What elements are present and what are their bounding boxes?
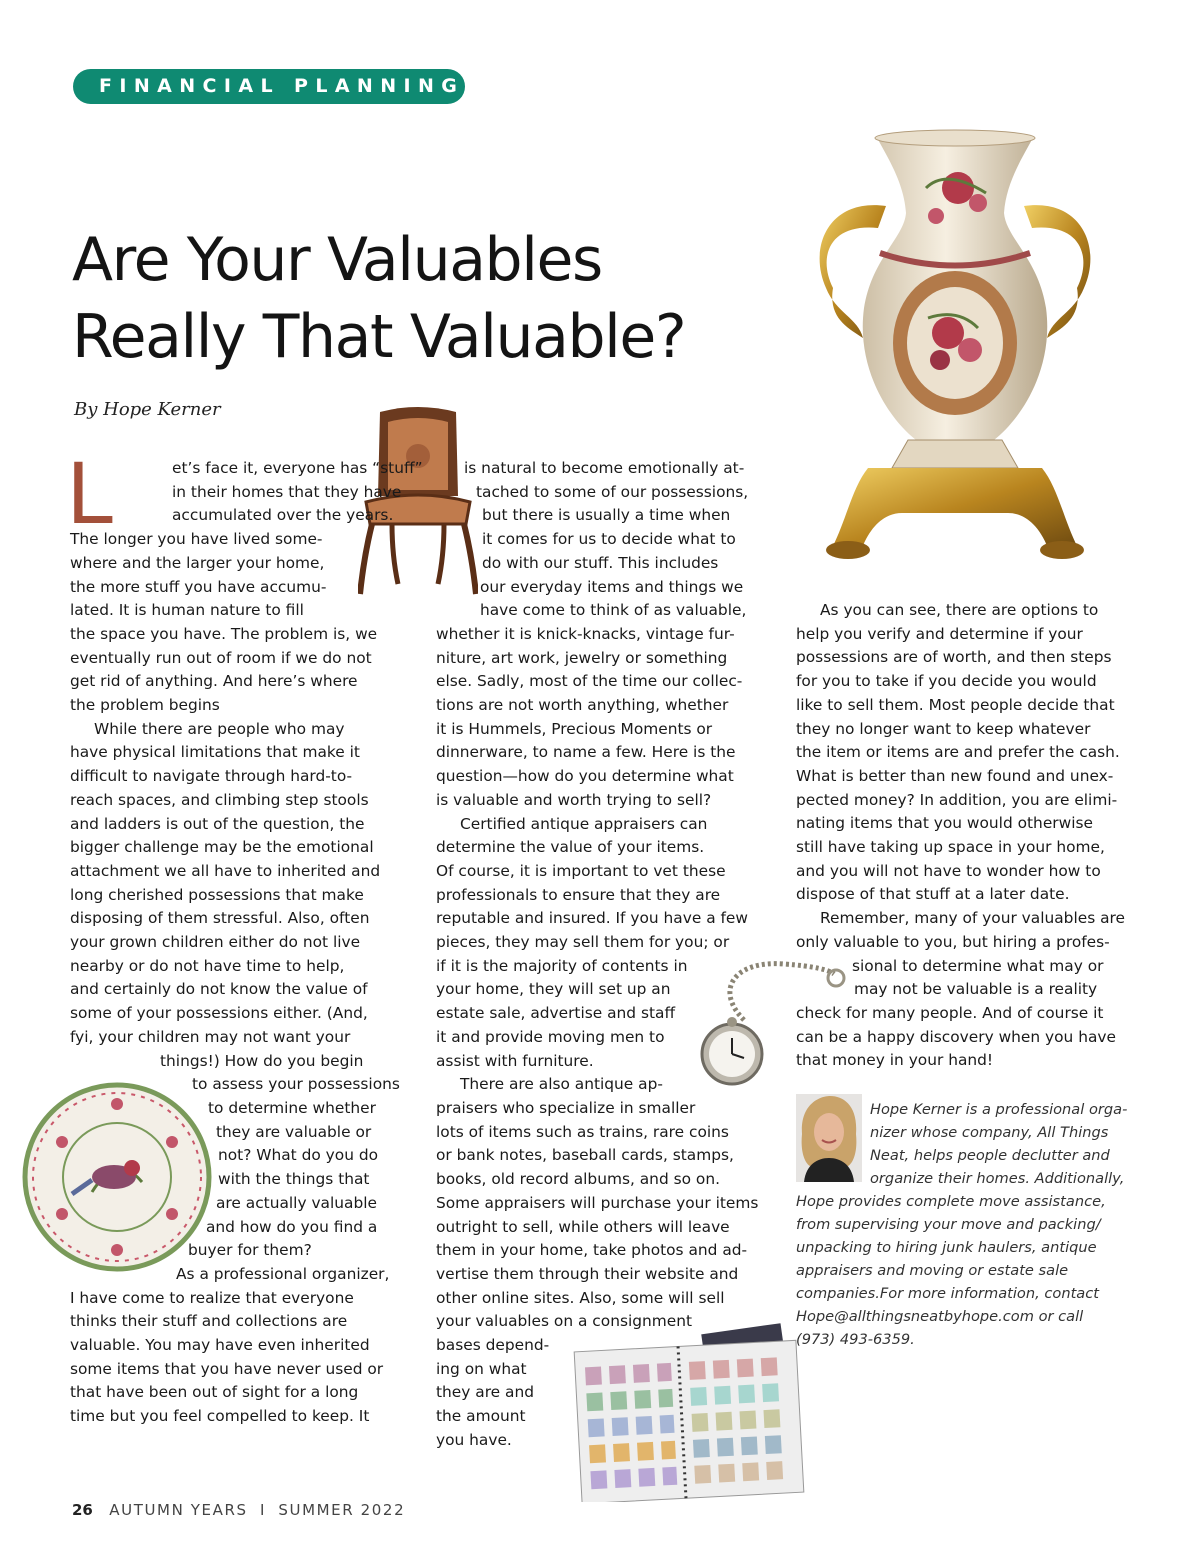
page-number: 26	[72, 1501, 93, 1519]
text-line: do with our stuff. This includes	[482, 553, 719, 572]
text-line: lated. It is human nature to fill	[70, 601, 304, 620]
text-line: bases depend-	[436, 1336, 550, 1355]
text-line: What is better than new found and unex-	[796, 766, 1114, 785]
text-line: the more stuff you have accumu-	[70, 577, 327, 596]
text-line: only valuable to you, but hiring a profes-	[796, 932, 1110, 951]
text-line: not? What do you do	[218, 1146, 379, 1165]
text-line: else. Sadly, most of the time our collec-	[436, 672, 743, 691]
text-line: question—how do you determine what	[436, 767, 734, 786]
text-line: for you to take if you decide you would	[796, 672, 1097, 691]
text-line: time but you feel compelled to keep. It	[70, 1407, 370, 1426]
text-line: reach spaces, and climbing step stools	[70, 790, 369, 809]
text-line: it comes for us to decide what to	[482, 530, 736, 549]
text-line: the amount	[436, 1407, 526, 1426]
text-line: can be a happy discovery when you have	[796, 1027, 1116, 1046]
antique-vase-image	[808, 128, 1102, 568]
author-bio	[796, 1098, 1136, 1351]
text-line: difficult to navigate through hard-to-	[70, 767, 353, 786]
text-line: praisers who specialize in smaller	[436, 1098, 696, 1117]
text-line: dinnerware, to name a few. Here is the	[436, 743, 736, 762]
text-line: if it is the majority of contents in	[436, 956, 688, 975]
text-line: nearby or do not have time to help,	[70, 956, 345, 975]
text-line: vertise them through their website and	[436, 1264, 739, 1283]
text-line: some items that you have never used or	[70, 1359, 384, 1378]
article-title	[72, 222, 792, 376]
text-line: books, old record albums, and so on.	[436, 1170, 720, 1189]
text-line: bigger challenge may be the emotional	[70, 838, 374, 857]
text-line: Neat, helps people declutter and	[870, 1147, 1110, 1164]
text-line: is natural to become emotionally at-	[464, 459, 745, 477]
text-line: professionals to ensure that they are	[436, 885, 721, 904]
text-line: et’s face it, everyone has “stuff”	[172, 459, 423, 477]
text-line: from supervising your move and packing/	[796, 1216, 1101, 1233]
text-line: and certainly do not know the value of	[70, 980, 368, 999]
text-line: valuable. You may have even inherited	[70, 1336, 370, 1355]
text-line: assist with furniture.	[436, 1051, 594, 1070]
text-line: it and provide moving men to	[436, 1027, 665, 1046]
text-line: in their homes that they have	[172, 482, 402, 501]
text-line: tions are not worth anything, whether	[436, 696, 729, 715]
title-line: Are Your Valuables	[72, 225, 602, 295]
text-line: estate sale, advertise and staff	[436, 1004, 676, 1023]
publication-name: AUTUMN YEARS	[109, 1501, 248, 1519]
section-label: FINANCIAL PLANNING	[99, 75, 465, 97]
text-line: attachment we all have to inherited and	[70, 861, 381, 880]
section-badge	[73, 69, 465, 104]
text-line: The longer you have lived some-	[70, 530, 323, 549]
text-line: they are and	[436, 1383, 534, 1402]
text-line: nating items that you would otherwise	[796, 814, 1093, 833]
text-line: your valuables on a consignment	[436, 1312, 693, 1331]
text-line: and how do you find a	[206, 1217, 378, 1236]
text-line: Remember, many of your valuables are	[820, 909, 1125, 928]
text-line: that money in your hand!	[796, 1051, 994, 1070]
issue-date: SUMMER 2022	[278, 1501, 406, 1519]
text-line: it is Hummels, Precious Moments or	[436, 719, 713, 738]
text-line: tached to some of our possessions,	[476, 482, 749, 501]
text-line: lots of items such as trains, rare coins	[436, 1122, 729, 1141]
text-line: nizer whose company, All Things	[870, 1124, 1109, 1141]
text-line: still have taking up space in your home,	[796, 838, 1105, 857]
text-line: (973) 493-6359.	[796, 1331, 915, 1348]
text-line: that have been out of sight for a long	[70, 1383, 359, 1402]
text-line: pieces, they may sell them for you; or	[436, 933, 730, 952]
title-line: Really That Valuable?	[72, 302, 686, 372]
stamp-album-image	[572, 1322, 812, 1502]
text-line: buyer for them?	[188, 1241, 312, 1260]
text-line: accumulated over the years.	[172, 506, 394, 525]
text-line: and you will not have to wonder how to	[796, 861, 1101, 880]
text-line: disposing of them stressful. Also, often	[70, 909, 370, 928]
text-line: help you verify and determine if your	[796, 624, 1083, 643]
text-line: but there is usually a time when	[482, 506, 731, 525]
text-line: and ladders is out of the question, the	[70, 814, 365, 833]
text-line: long cherished possessions that make	[70, 885, 364, 904]
drop-cap: L	[66, 445, 113, 543]
text-line: thinks their stuff and collections are	[70, 1312, 348, 1331]
text-line: I have come to realize that everyone	[70, 1288, 354, 1307]
text-line: ing on what	[436, 1359, 527, 1378]
text-line: Hope provides complete move assistance,	[796, 1193, 1106, 1210]
text-line: There are also antique ap-	[460, 1075, 663, 1094]
byline: By Hope Kerner	[74, 399, 221, 420]
text-line: Hope@allthingsneatbyhope.com or call	[796, 1308, 1084, 1325]
text-line: reputable and insured. If you have a few	[436, 909, 748, 928]
text-line: is valuable and worth trying to sell?	[436, 790, 712, 809]
text-line: may not be valuable is a reality	[854, 980, 1098, 999]
text-line: your home, they will set up an	[436, 980, 671, 999]
text-line: Of course, it is important to vet these	[436, 861, 726, 880]
text-line: where and the larger your home,	[70, 553, 325, 572]
text-line: whether it is knick-knacks, vintage fur-	[436, 624, 735, 643]
text-line: have come to think of as valuable,	[480, 601, 747, 620]
text-line: the problem begins	[70, 696, 220, 715]
text-line: have physical limitations that make it	[70, 743, 360, 762]
text-line: are actually valuable	[216, 1193, 377, 1212]
text-line: get rid of anything. And here’s where	[70, 672, 358, 691]
text-line: outright to sell, while others will leave	[436, 1217, 730, 1236]
page-footer	[72, 1501, 405, 1519]
text-line: with the things that	[218, 1170, 370, 1189]
text-line: or bank notes, baseball cards, stamps,	[436, 1146, 734, 1165]
text-line: Certified antique appraisers can	[460, 814, 708, 833]
text-line: to determine whether	[208, 1098, 376, 1117]
text-line: eventually run out of room if we do not	[70, 648, 372, 667]
text-line: appraisers and moving or estate sale	[796, 1262, 1069, 1279]
text-line: check for many people. And of course it	[796, 1003, 1104, 1022]
text-line: Hope Kerner is a professional orga-	[870, 1101, 1128, 1118]
text-line: organize their homes. Additionally,	[870, 1170, 1125, 1187]
text-line: them in your home, take photos and ad-	[436, 1241, 748, 1260]
text-line: possessions are of worth, and then steps	[796, 648, 1112, 667]
text-line: niture, art work, jewelry or something	[436, 648, 728, 667]
text-line: dispose of that stuff at a later date.	[796, 885, 1070, 904]
footer-separator: I	[259, 1501, 267, 1519]
decorative-plate-image	[22, 1082, 212, 1272]
text-line: While there are people who may	[94, 719, 345, 738]
text-line: sional to determine what may or	[852, 956, 1104, 975]
text-line: Some appraisers will purchase your items	[436, 1193, 759, 1212]
text-line: companies.For more information, contact	[796, 1285, 1099, 1302]
text-line: pected money? In addition, you are elimi-	[796, 790, 1118, 809]
text-line: As a professional organizer,	[176, 1264, 390, 1283]
text-line: things!) How do you begin	[160, 1051, 364, 1070]
text-line: your grown children either do not live	[70, 933, 361, 952]
text-line: our everyday items and things we	[480, 577, 744, 596]
text-line: As you can see, there are options to	[820, 601, 1099, 619]
text-line: determine the value of your items.	[436, 838, 705, 857]
article-column-1	[70, 457, 423, 1429]
text-line: fyi, your children may not want your	[70, 1027, 351, 1046]
pocket-watch-image	[694, 950, 854, 1090]
text-line: the space you have. The problem is, we	[70, 624, 378, 643]
text-line: they no longer want to keep whatever	[796, 719, 1091, 738]
text-line: you have.	[436, 1430, 512, 1449]
text-line: like to sell them. Most people decide that	[796, 695, 1115, 714]
text-line: the item or items are and prefer the cash.	[796, 743, 1120, 762]
text-line: to assess your possessions	[192, 1075, 400, 1094]
text-line: unpacking to hiring junk haulers, antique	[796, 1239, 1097, 1256]
text-line: other online sites. Also, some will sell	[436, 1288, 725, 1307]
text-line: some of your possessions either. (And,	[70, 1004, 368, 1023]
text-line: they are valuable or	[216, 1122, 372, 1141]
